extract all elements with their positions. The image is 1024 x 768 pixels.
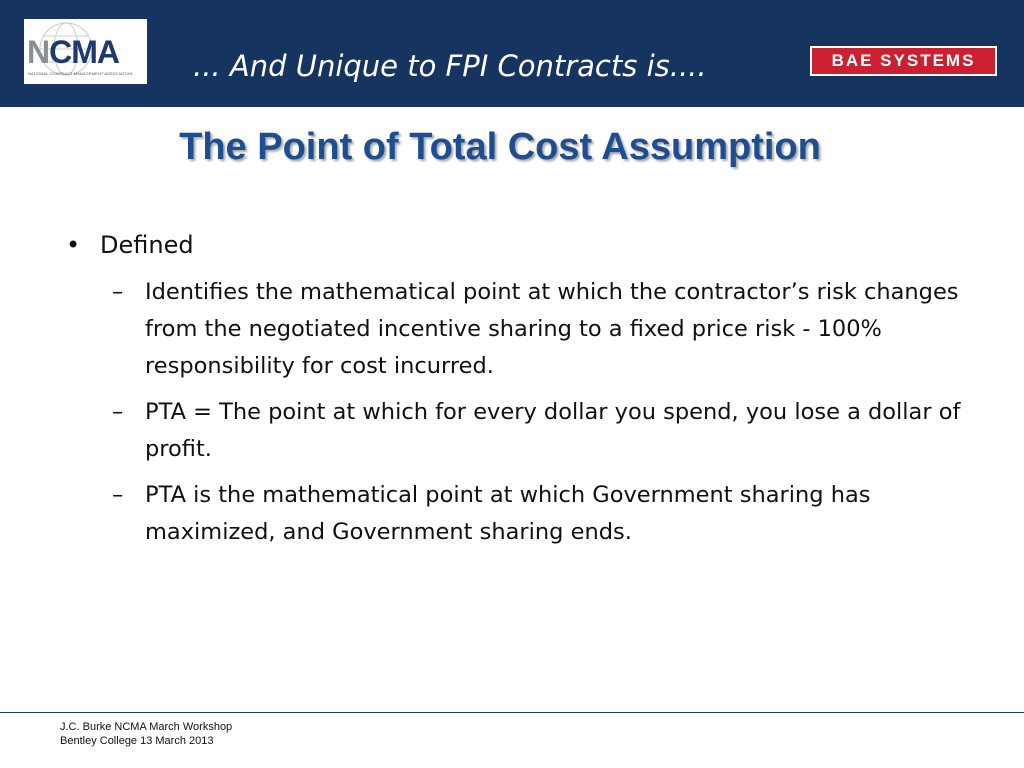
footer-line-2: Bentley College 13 March 2013 (60, 735, 214, 747)
footer-divider (0, 712, 1024, 713)
dash-mark: – (112, 279, 124, 305)
sub-bullet-text: PTA = The point at which for every dollar you spend, you lose a dollar of profit. (145, 399, 961, 462)
dash-mark: – (112, 482, 124, 508)
footer (60, 720, 232, 748)
footer-line-1: J.C. Burke NCMA March Workshop (60, 721, 233, 733)
ncma-letter-n: N (27, 34, 50, 70)
dash-mark: – (112, 399, 124, 425)
header-bar (0, 0, 1024, 107)
sub-bullet-text: PTA is the mathematical point at which Government sharing has maximized, and Government sharing ends. (145, 482, 871, 545)
bullet-label: Defined (100, 231, 194, 259)
ncma-letters-cma: CMA (49, 34, 119, 70)
header-title: ... And Unique to FPI Contracts is.... (193, 49, 707, 83)
bae-logo-text: BAE SYSTEMS (812, 48, 995, 74)
ncma-wordmark (27, 36, 119, 68)
ncma-logo (24, 19, 147, 84)
slide-title: The Point of Total Cost Assumption (179, 126, 821, 168)
bullet-mark: • (66, 231, 81, 259)
sub-bullet-text: Identifies the mathematical point at which the contractor’s risk changes from the negotiated incentive sharing to a fixed price risk - 100% responsibility for cost incurred. (145, 279, 959, 379)
ncma-subtitle: NATIONAL CONTRACT MANAGEMENT ASSOCIATION (28, 71, 133, 76)
bae-systems-logo (810, 46, 997, 76)
